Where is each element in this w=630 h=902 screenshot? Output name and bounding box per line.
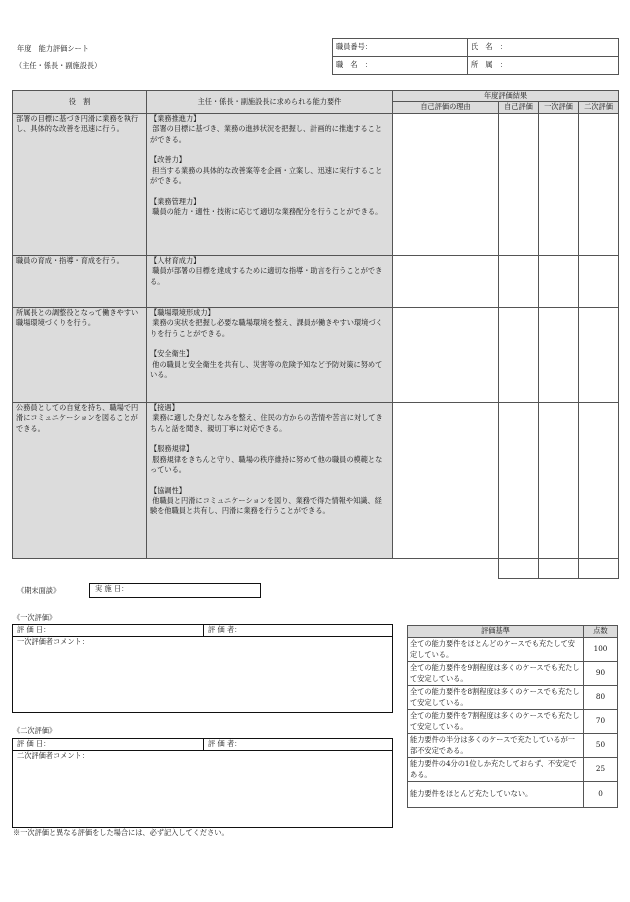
competency-desc: 他職員と円滑にコミュニケーションを図り、業務で得た情報や知識、経験を他職員と共有し、円滑に業務を行うことができる。	[150, 495, 382, 516]
role-cell: 部署の目標に基づき円滑に業務を執行し、具体的な改善を迅速に行う。	[13, 113, 147, 255]
self-score-cell[interactable]	[499, 307, 539, 402]
table-row	[13, 307, 619, 402]
criteria-text: 能力要件の4分の1位しか充たしておらず、不安定である。	[408, 758, 584, 782]
first-eval-evaluator-field[interactable]: 評 価 者：	[208, 625, 242, 634]
competency-title: 【業務管理力】	[150, 196, 201, 206]
table-row	[13, 402, 619, 558]
criteria-row	[408, 758, 618, 782]
competency-title: 【人材育成力】	[150, 255, 201, 265]
second-score-cell[interactable]	[579, 402, 619, 558]
first-score-cell[interactable]	[539, 402, 579, 558]
criteria-table	[407, 625, 618, 808]
interview-date-field[interactable]: 実 施 日：	[89, 583, 261, 598]
criteria-text: 能力要件の半分は多くのケースで充たしているが一部不安定である。	[408, 734, 584, 758]
criteria-points: 80	[584, 686, 618, 710]
criteria-text: 全ての能力要件を9割程度は多くのケースでも充たして安定している。	[408, 662, 584, 686]
first-eval-date-field[interactable]: 評 価 日：	[17, 625, 51, 634]
competency-desc: 担当する業務の具体的な改善案等を企画・立案し、迅速に実行することができる。	[150, 165, 383, 186]
col-self-header: 自己評価	[499, 102, 539, 113]
position-field[interactable]: 職 名 ：	[333, 57, 468, 75]
second-score-cell[interactable]	[579, 113, 619, 255]
criteria-points: 100	[584, 638, 618, 662]
first-score-cell[interactable]	[539, 113, 579, 255]
role-cell: 職員の育成・指導・育成を行う。	[13, 255, 147, 307]
criteria-row	[408, 734, 618, 758]
self-score-cell[interactable]	[499, 402, 539, 558]
sheet-subtitle: （主任・係長・副施設長）	[15, 61, 102, 70]
second-eval-comment-field[interactable]: 二次評価者コメント：	[17, 751, 89, 760]
staff-no-field[interactable]: 職員番号：	[333, 39, 468, 57]
first-eval-heading: 《一次評価》	[13, 613, 57, 622]
second-score-cell[interactable]	[579, 255, 619, 307]
second-eval-box	[12, 738, 393, 828]
self-score-cell[interactable]	[499, 113, 539, 255]
competency-desc: 服務規律をきちんと守り、職場の秩序維持に努めて他の職員の模範となっている。	[150, 454, 383, 475]
table-row	[13, 255, 619, 307]
competency-desc: 職員の能力・適性・技術に応じて適切な業務配分を行うことができる。	[152, 206, 383, 216]
table-row	[13, 113, 619, 255]
criteria-text: 全ての能力要件をほとんどのケースでも充たして安定している。	[408, 638, 584, 662]
reason-input-cell[interactable]	[393, 255, 499, 307]
second-eval-date-field[interactable]: 評 価 日：	[17, 739, 51, 748]
criteria-row	[408, 662, 618, 686]
role-cell: 公務員としての自覚を持ち、職場で円滑にコミュニケーションを図ることができる。	[13, 402, 147, 558]
second-score-cell[interactable]	[579, 307, 619, 402]
requirements-cell	[147, 113, 393, 255]
competency-title: 【協調性】	[150, 485, 186, 495]
evaluation-table	[12, 90, 619, 579]
first-score-cell[interactable]	[539, 255, 579, 307]
competency-title: 【職場環境形成力】	[150, 307, 215, 317]
criteria-points: 90	[584, 662, 618, 686]
points-header: 点数	[584, 626, 618, 638]
criteria-points: 0	[584, 782, 618, 808]
first-eval-comment-field[interactable]: 一次評価者コメント：	[17, 637, 89, 646]
col-role-header: 役 割	[13, 91, 147, 114]
criteria-text: 全ての能力要件を8割程度は多くのケースでも充たして安定している。	[408, 686, 584, 710]
col-requirements-header: 主任・係長・副施設長に求められる能力要件	[147, 91, 393, 114]
requirements-cell	[147, 255, 393, 307]
competency-title: 【安全衛生】	[150, 349, 194, 359]
total-row	[13, 558, 619, 578]
criteria-text: 全ての能力要件を7割程度は多くのケースでも充たして安定している。	[408, 710, 584, 734]
self-total-cell[interactable]	[499, 558, 539, 578]
competency-desc: 部署の目標に基づき、業務の進捗状況を把握し、計画的に推進することができる。	[150, 124, 383, 144]
competency-title: 【改善力】	[150, 155, 186, 165]
competency-desc: 他の職員と安全衛生を共有し、災害等の危険予知など予防対策に努めている。	[150, 359, 383, 380]
second-eval-evaluator-field[interactable]: 評 価 者：	[208, 739, 242, 748]
criteria-row	[408, 782, 618, 808]
competency-title: 【業務推進力】	[150, 113, 201, 123]
competency-desc: 職員が部署の目標を達成するために適切な指導・助言を行うことができる。	[150, 266, 383, 286]
reason-input-cell[interactable]	[393, 307, 499, 402]
dept-field[interactable]: 所 属 ：	[468, 57, 619, 75]
interview-label: 《期末面談》	[17, 586, 61, 595]
self-score-cell[interactable]	[499, 255, 539, 307]
criteria-text: 能力要件をほとんど充たしていない。	[408, 782, 584, 808]
first-score-cell[interactable]	[539, 307, 579, 402]
competency-desc: 業務に適した身だしなみを整え、住民の方からの苦情や苦言に対してきちんと話を聞き、親切丁寧に対応できる。	[150, 413, 383, 433]
staff-info-table	[332, 38, 619, 75]
criteria-row	[408, 638, 618, 662]
footnote: ※一次評価と異なる評価をした場合には、必ず記入してください。	[13, 828, 229, 837]
col-reason-header: 自己評価の理由	[393, 102, 499, 113]
col-second-header: 二次評価	[579, 102, 619, 113]
reason-input-cell[interactable]	[393, 402, 499, 558]
criteria-row	[408, 710, 618, 734]
criteria-points: 25	[584, 758, 618, 782]
second-eval-heading: 《二次評価》	[13, 726, 57, 735]
criteria-points: 50	[584, 734, 618, 758]
second-total-cell[interactable]	[579, 558, 619, 578]
competency-title: 【接遇】	[150, 402, 179, 412]
col-first-header: 一次評価	[539, 102, 579, 113]
competency-desc: 業務の実状を把握し必要な職場環境を整え、課員が働きやすい環境づくりを行うことができる。	[150, 318, 383, 338]
role-cell: 所属長との調整役となって働きやすい職場環境づくりを行う。	[13, 307, 147, 402]
name-field[interactable]: 氏 名 ：	[468, 39, 619, 57]
criteria-header: 評価基準	[408, 626, 584, 638]
competency-title: 【服務規律】	[150, 444, 194, 454]
reason-input-cell[interactable]	[393, 113, 499, 255]
criteria-points: 70	[584, 710, 618, 734]
requirements-cell	[147, 402, 393, 558]
criteria-row	[408, 686, 618, 710]
requirements-cell	[147, 307, 393, 402]
sheet-title: 年度 能力評価シート	[17, 44, 89, 53]
first-eval-box	[12, 624, 393, 713]
col-result-header: 年度評価結果	[393, 91, 619, 102]
first-total-cell[interactable]	[539, 558, 579, 578]
